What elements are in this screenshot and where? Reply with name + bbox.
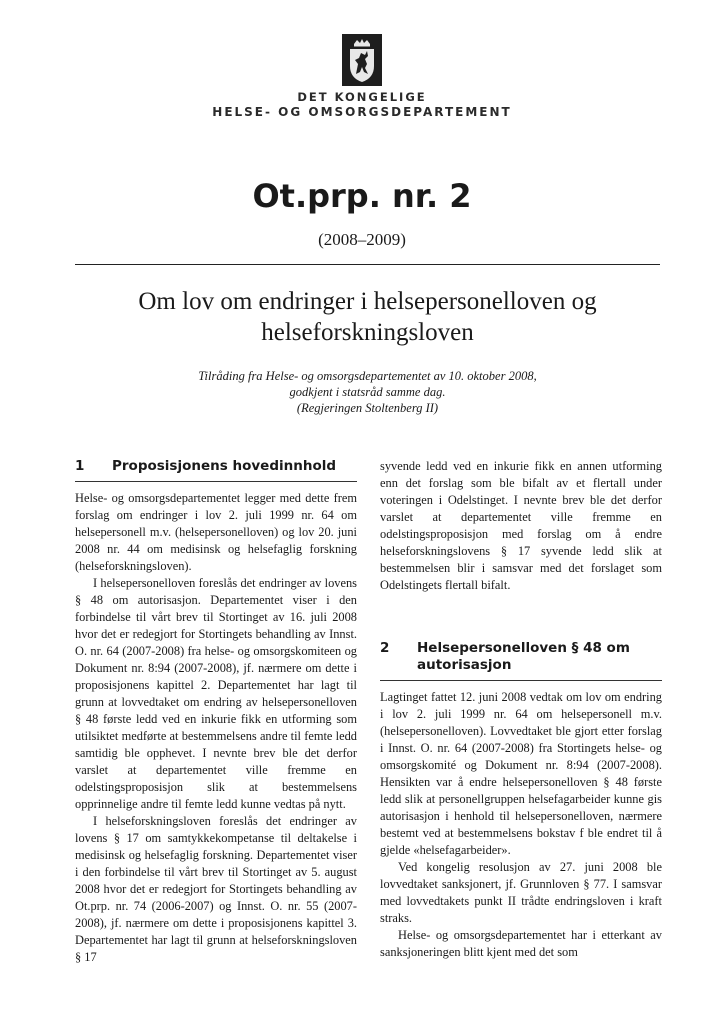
tilrading-line: (Regjeringen Stoltenberg II) bbox=[296, 401, 439, 415]
paragraph: Helse- og omsorgsdepartementet har i etterkant av sanksjoneringen blitt kjent med det som bbox=[380, 928, 662, 959]
section-number: 2 bbox=[380, 640, 390, 656]
paragraph: Ved kongelig resolusjon av 27. juni 2008 ble lovvedtaket sanksjonert, jf. Grunnloven § 77. I samsvar med lovvedtakets punkt II trådte endringsloven i kraft straks. bbox=[380, 860, 662, 925]
department-line-2: HELSE- OG OMSORGSDEPARTEMENT bbox=[212, 105, 512, 119]
tilrading-line: Tilråding fra Helse- og omsorgsdepartementet av 10. oktober 2008, bbox=[198, 369, 537, 383]
section-number: 1 bbox=[75, 458, 85, 474]
paragraph: Lagtinget fattet 12. juni 2008 vedtak om lov om endring i lov 2. juli 1999 nr. 64 om helsepersonell m.v. (helsepersonelloven). Lovvedtaket ble gjort etter forslag i Innst. O. nr. 64 (2007-2008) fra Stortingets helse- og omsorgskomité og Dokument nr. 8:94 (2007-2008). Hensikten var å endre helsepersonelloven § 48 første ledd slik at personellgruppen helsefagarbeider kunne gis autorisasjon i henhold til helsepersonelloven, nærmere bestemt ved at bestemmelsens bokstav f ble endret til å gjelde «helsefagarbeider». bbox=[380, 690, 662, 857]
divider bbox=[75, 264, 660, 265]
document-title: Ot.prp. nr. 2 bbox=[252, 177, 472, 215]
crest-icon bbox=[342, 34, 382, 86]
tilrading-block bbox=[75, 368, 660, 416]
paragraph: I helsepersonelloven foreslås det endringer av lovens § 48 om autorisasjon. Departementet viser i den forbindelse til vårt brev til Stortinget av 16. juli 2008 hvor det er redegjort for Stortingets behandling av Innst. O. nr. 64 (2007-2008) fra helse- og omsorgskomiteen og Dokument nr. 8:94 (2007-2008), jf. nærmere om dette i proposisjonens kapittel 2. Departementet har lagt til grunn at lovvedtaket om endring av helsepersonelloven § 48 første ledd ved en inkurie fikk en utforming som utilsiktet medførte at bestemmelsens andre til femte ledd samtidig ble opphevet. I nevnte brev ble det derfor varslet at departementet ville fremme en odelstingsproposisjon slik at bestemmelsens opprinnelige andre til femte ledd kunne vedtas på nytt. bbox=[75, 576, 357, 811]
department-line-1: DET KONGELIGE bbox=[297, 90, 427, 104]
column-right bbox=[380, 458, 662, 961]
paragraph: Helse- og omsorgsdepartementet legger med dette frem forslag om endringer i lov 2. juli 1999 nr. 64 om helsepersonell m.v. (helsepersonelloven) og lov 20. juni 2008 nr. 44 om medisinsk og helsefaglig forskning (helseforskningsloven). bbox=[75, 491, 357, 573]
session-label: (2008–2009) bbox=[318, 230, 406, 249]
section-2-heading bbox=[380, 640, 662, 681]
department-name bbox=[0, 90, 724, 120]
header-logo bbox=[0, 34, 724, 91]
paragraph: I helseforskningsloven foreslås det endringer av lovens § 17 om samtykkekompetanse til deltakelse i medisinsk og helsefaglig forskning. Departementet viser i den forbindelse til vårt brev til Stortinget av 5. august 2008 hvor det er redegjort for Stortingets behandling av Ot.prp. nr. 74 (2006-2007) og Innst. O. nr. 55 (2007-2008), jf. nærmere om dette i proposisjonens kapittel 3. Departementet har lagt til grunn at helseforskningsloven § 17 bbox=[75, 814, 357, 964]
section-title: Proposisjonens hovedinnhold bbox=[112, 458, 337, 474]
paragraph: syvende ledd ved en inkurie fikk en annen utforming enn det forslag som ble bifalt av et flertall under voteringen i Odelstinget. I nevnte brev ble det derfor varslet at departementet ville fremme en odelstingsproposisjon med forslag om å endre helseforskningslovens § 17 syvende ledd slik at bestemmelsen blir i samsvar med det forslaget som Odelstingets flertall bifalt. bbox=[380, 459, 662, 592]
tilrading-line: godkjent i statsråd samme dag. bbox=[289, 385, 446, 399]
column-left bbox=[75, 458, 357, 966]
section-title: Helsepersonelloven § 48 om autorisasjon bbox=[417, 640, 630, 673]
section-1-heading bbox=[75, 458, 357, 482]
document-subtitle: Om lov om endringer i helsepersonelloven og helseforskningsloven bbox=[138, 288, 597, 346]
